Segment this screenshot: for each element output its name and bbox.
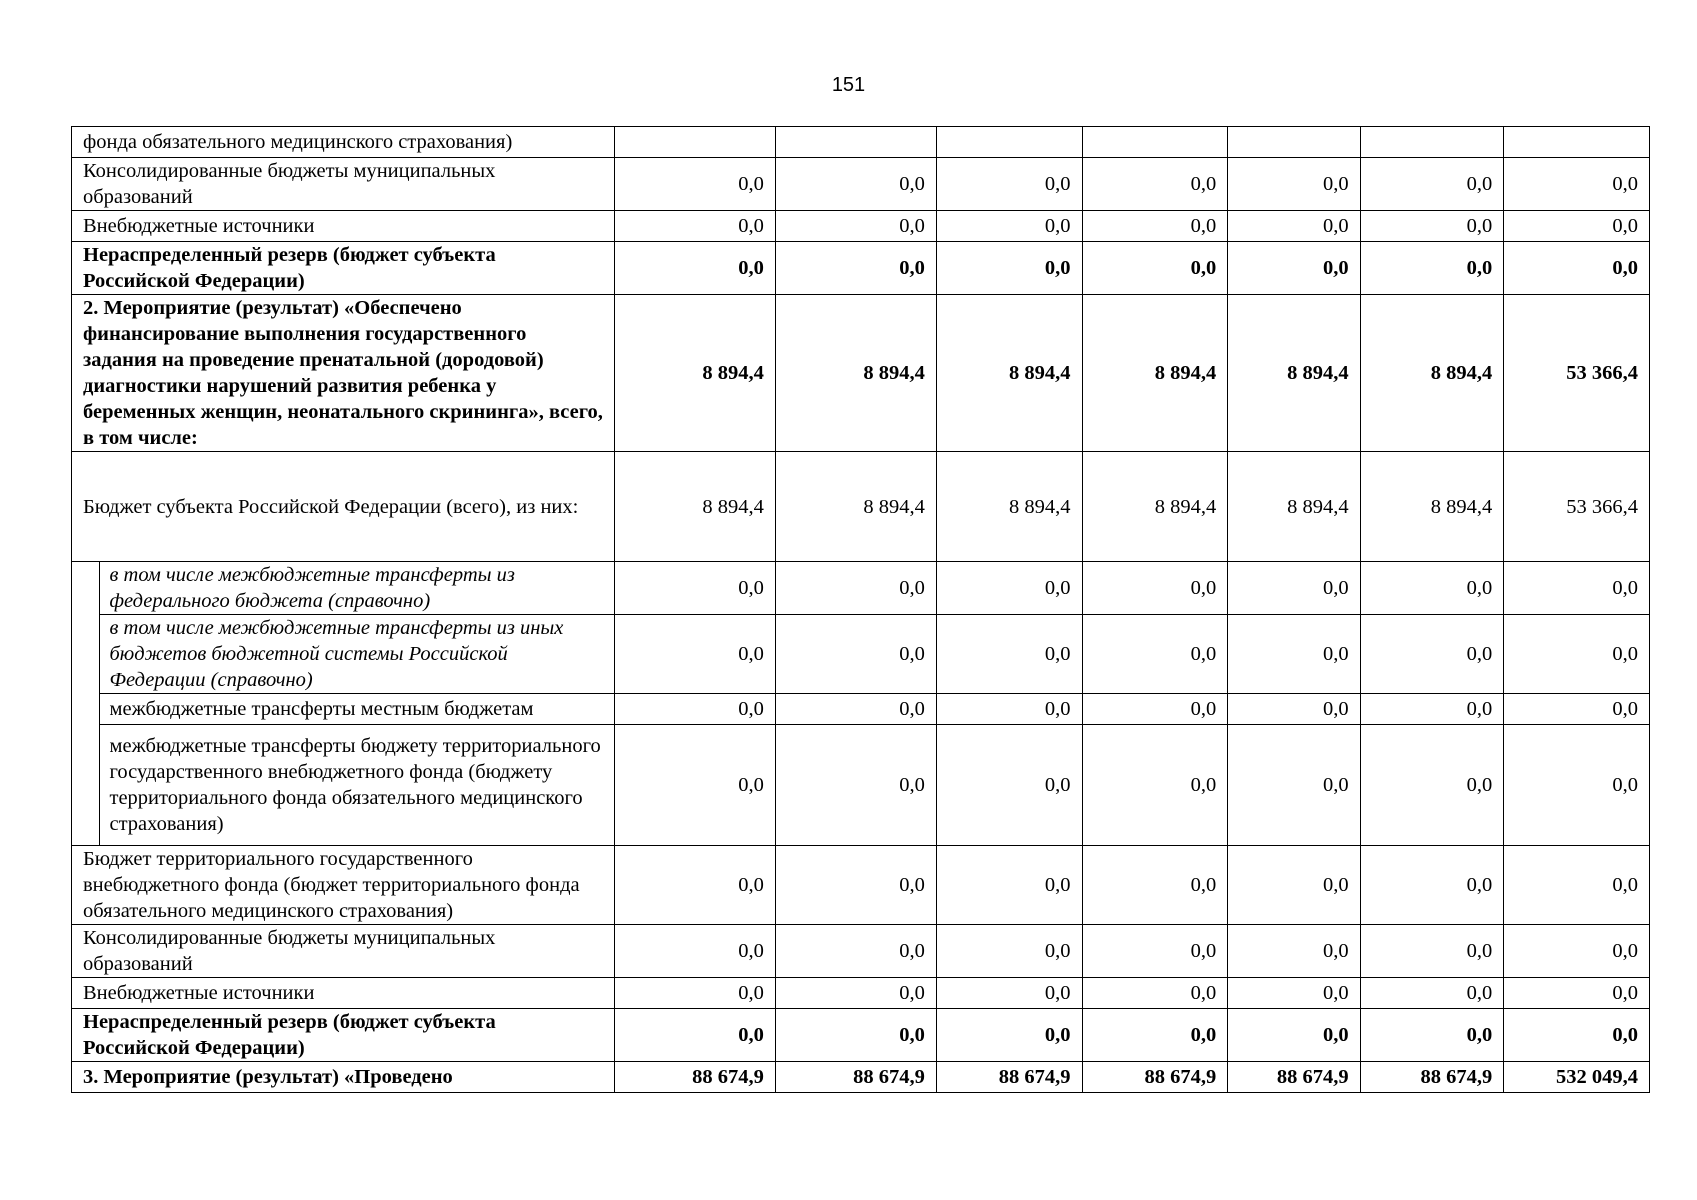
value-cell: 0,0 xyxy=(936,694,1082,725)
value-cell: 0,0 xyxy=(614,242,775,295)
value-cell: 0,0 xyxy=(936,211,1082,242)
value-cell: 0,0 xyxy=(1360,694,1504,725)
value-cell: 0,0 xyxy=(775,158,936,211)
value-cell: 0,0 xyxy=(936,562,1082,615)
value-cell: 0,0 xyxy=(1360,615,1504,694)
indent-cell xyxy=(72,562,100,846)
value-cell: 0,0 xyxy=(936,158,1082,211)
value-cell: 8 894,4 xyxy=(1082,295,1228,452)
row-label: фонда обязательного медицинского страхования) xyxy=(72,127,615,158)
table-row xyxy=(72,925,1650,978)
table-row xyxy=(72,452,1650,562)
table-row xyxy=(72,978,1650,1009)
value-cell: 8 894,4 xyxy=(614,452,775,562)
row-label: Бюджет субъекта Российской Федерации (всего), из них: xyxy=(72,452,615,562)
value-cell: 88 674,9 xyxy=(1228,1062,1360,1093)
table-row xyxy=(72,846,1650,925)
value-cell: 0,0 xyxy=(1228,158,1360,211)
value-cell: 0,0 xyxy=(1082,562,1228,615)
value-cell: 8 894,4 xyxy=(1360,295,1504,452)
value-cell: 8 894,4 xyxy=(775,295,936,452)
value-cell: 0,0 xyxy=(1504,978,1650,1009)
value-cell: 0,0 xyxy=(936,846,1082,925)
table-row xyxy=(72,1009,1650,1062)
value-cell: 8 894,4 xyxy=(614,295,775,452)
value-cell: 0,0 xyxy=(775,978,936,1009)
row-label: 3. Мероприятие (результат) «Проведено xyxy=(72,1062,615,1093)
value-cell: 0,0 xyxy=(775,615,936,694)
value-cell: 0,0 xyxy=(1360,242,1504,295)
value-cell: 0,0 xyxy=(1360,725,1504,846)
value-cell: 0,0 xyxy=(775,242,936,295)
value-cell: 0,0 xyxy=(936,725,1082,846)
value-cell: 0,0 xyxy=(1504,694,1650,725)
value-cell: 0,0 xyxy=(1082,211,1228,242)
value-cell: 0,0 xyxy=(614,1009,775,1062)
value-cell: 0,0 xyxy=(775,725,936,846)
table-row xyxy=(72,242,1650,295)
value-cell: 0,0 xyxy=(1228,694,1360,725)
value-cell: 0,0 xyxy=(1082,1009,1228,1062)
value-cell: 0,0 xyxy=(936,242,1082,295)
row-label: в том числе межбюджетные трансферты из федерального бюджета (справочно) xyxy=(99,562,614,615)
value-cell xyxy=(614,127,775,158)
row-label: Консолидированные бюджеты муниципальных образований xyxy=(72,925,615,978)
value-cell: 0,0 xyxy=(936,978,1082,1009)
value-cell: 0,0 xyxy=(1228,925,1360,978)
value-cell: 0,0 xyxy=(614,158,775,211)
value-cell: 0,0 xyxy=(1082,925,1228,978)
value-cell: 0,0 xyxy=(1082,978,1228,1009)
value-cell: 0,0 xyxy=(1504,925,1650,978)
value-cell: 0,0 xyxy=(775,562,936,615)
page-number: 151 xyxy=(831,74,866,96)
value-cell: 0,0 xyxy=(1504,242,1650,295)
row-label: межбюджетные трансферты бюджету территориального государственного внебюджетного фонда (бюджету территориального фонда обязательного медицинского страхования) xyxy=(99,725,614,846)
value-cell: 0,0 xyxy=(614,694,775,725)
value-cell: 8 894,4 xyxy=(1228,452,1360,562)
table-row xyxy=(72,1062,1650,1093)
value-cell: 0,0 xyxy=(936,925,1082,978)
value-cell: 532 049,4 xyxy=(1504,1062,1650,1093)
value-cell: 0,0 xyxy=(1504,615,1650,694)
value-cell xyxy=(1360,127,1504,158)
value-cell: 8 894,4 xyxy=(936,295,1082,452)
value-cell: 0,0 xyxy=(775,1009,936,1062)
value-cell xyxy=(1228,127,1360,158)
row-label: межбюджетные трансферты местным бюджетам xyxy=(99,694,614,725)
value-cell: 0,0 xyxy=(1504,211,1650,242)
value-cell: 53 366,4 xyxy=(1504,452,1650,562)
value-cell: 0,0 xyxy=(775,211,936,242)
table-row xyxy=(72,158,1650,211)
value-cell: 0,0 xyxy=(775,925,936,978)
value-cell: 0,0 xyxy=(1504,562,1650,615)
value-cell: 0,0 xyxy=(614,211,775,242)
table-row xyxy=(72,295,1650,452)
row-label: Внебюджетные источники xyxy=(72,978,615,1009)
row-label: Бюджет территориального государственного внебюджетного фонда (бюджет территориального фонда обязательного медицинского страхования) xyxy=(72,846,615,925)
value-cell: 0,0 xyxy=(1228,211,1360,242)
value-cell: 0,0 xyxy=(1228,1009,1360,1062)
value-cell: 0,0 xyxy=(614,562,775,615)
value-cell: 8 894,4 xyxy=(1228,295,1360,452)
table-row xyxy=(72,127,1650,158)
value-cell: 0,0 xyxy=(1228,615,1360,694)
value-cell: 0,0 xyxy=(1504,158,1650,211)
value-cell: 53 366,4 xyxy=(1504,295,1650,452)
value-cell: 88 674,9 xyxy=(1082,1062,1228,1093)
row-label: Нераспределенный резерв (бюджет субъекта Российской Федерации) xyxy=(72,1009,615,1062)
value-cell xyxy=(936,127,1082,158)
row-label: Нераспределенный резерв (бюджет субъекта Российской Федерации) xyxy=(72,242,615,295)
value-cell: 0,0 xyxy=(614,615,775,694)
value-cell: 0,0 xyxy=(936,615,1082,694)
value-cell: 8 894,4 xyxy=(1082,452,1228,562)
table-row xyxy=(72,211,1650,242)
value-cell: 0,0 xyxy=(1082,694,1228,725)
value-cell: 0,0 xyxy=(1360,846,1504,925)
value-cell: 0,0 xyxy=(1228,846,1360,925)
row-label: в том числе межбюджетные трансферты из иных бюджетов бюджетной системы Российской Федерации (справочно) xyxy=(99,615,614,694)
value-cell: 0,0 xyxy=(936,1009,1082,1062)
value-cell: 0,0 xyxy=(614,978,775,1009)
value-cell: 0,0 xyxy=(1228,242,1360,295)
value-cell xyxy=(1504,127,1650,158)
row-label: 2. Мероприятие (результат) «Обеспечено финансирование выполнения государственного задания на проведение пренатальной (дородовой) диагностики нарушений развития ребенка у беременных женщин, неонатального скрининга», всего, в том числе: xyxy=(72,295,615,452)
value-cell: 0,0 xyxy=(614,846,775,925)
value-cell: 0,0 xyxy=(1228,725,1360,846)
value-cell: 88 674,9 xyxy=(936,1062,1082,1093)
row-label: Внебюджетные источники xyxy=(72,211,615,242)
value-cell: 0,0 xyxy=(1082,242,1228,295)
value-cell: 0,0 xyxy=(1504,1009,1650,1062)
value-cell: 8 894,4 xyxy=(1360,452,1504,562)
value-cell: 0,0 xyxy=(775,846,936,925)
value-cell: 0,0 xyxy=(1360,158,1504,211)
value-cell: 0,0 xyxy=(614,725,775,846)
value-cell: 0,0 xyxy=(1082,158,1228,211)
value-cell: 0,0 xyxy=(1360,211,1504,242)
value-cell: 0,0 xyxy=(1082,846,1228,925)
value-cell: 0,0 xyxy=(614,925,775,978)
value-cell: 0,0 xyxy=(1360,562,1504,615)
value-cell: 0,0 xyxy=(1082,615,1228,694)
value-cell: 0,0 xyxy=(1228,978,1360,1009)
row-label: Консолидированные бюджеты муниципальных образований xyxy=(72,158,615,211)
value-cell xyxy=(775,127,936,158)
value-cell: 8 894,4 xyxy=(936,452,1082,562)
value-cell: 0,0 xyxy=(1082,725,1228,846)
value-cell: 88 674,9 xyxy=(1360,1062,1504,1093)
table-body xyxy=(72,127,1650,1093)
table-row xyxy=(72,562,1650,615)
table-row xyxy=(72,725,1650,846)
value-cell xyxy=(1082,127,1228,158)
value-cell: 0,0 xyxy=(1504,846,1650,925)
value-cell: 0,0 xyxy=(1360,978,1504,1009)
value-cell: 0,0 xyxy=(1504,725,1650,846)
value-cell: 8 894,4 xyxy=(775,452,936,562)
table-row xyxy=(72,615,1650,694)
budget-table xyxy=(71,126,1650,1093)
value-cell: 88 674,9 xyxy=(775,1062,936,1093)
table-row xyxy=(72,694,1650,725)
value-cell: 0,0 xyxy=(1228,562,1360,615)
value-cell: 88 674,9 xyxy=(614,1062,775,1093)
value-cell: 0,0 xyxy=(775,694,936,725)
value-cell: 0,0 xyxy=(1360,925,1504,978)
value-cell: 0,0 xyxy=(1360,1009,1504,1062)
